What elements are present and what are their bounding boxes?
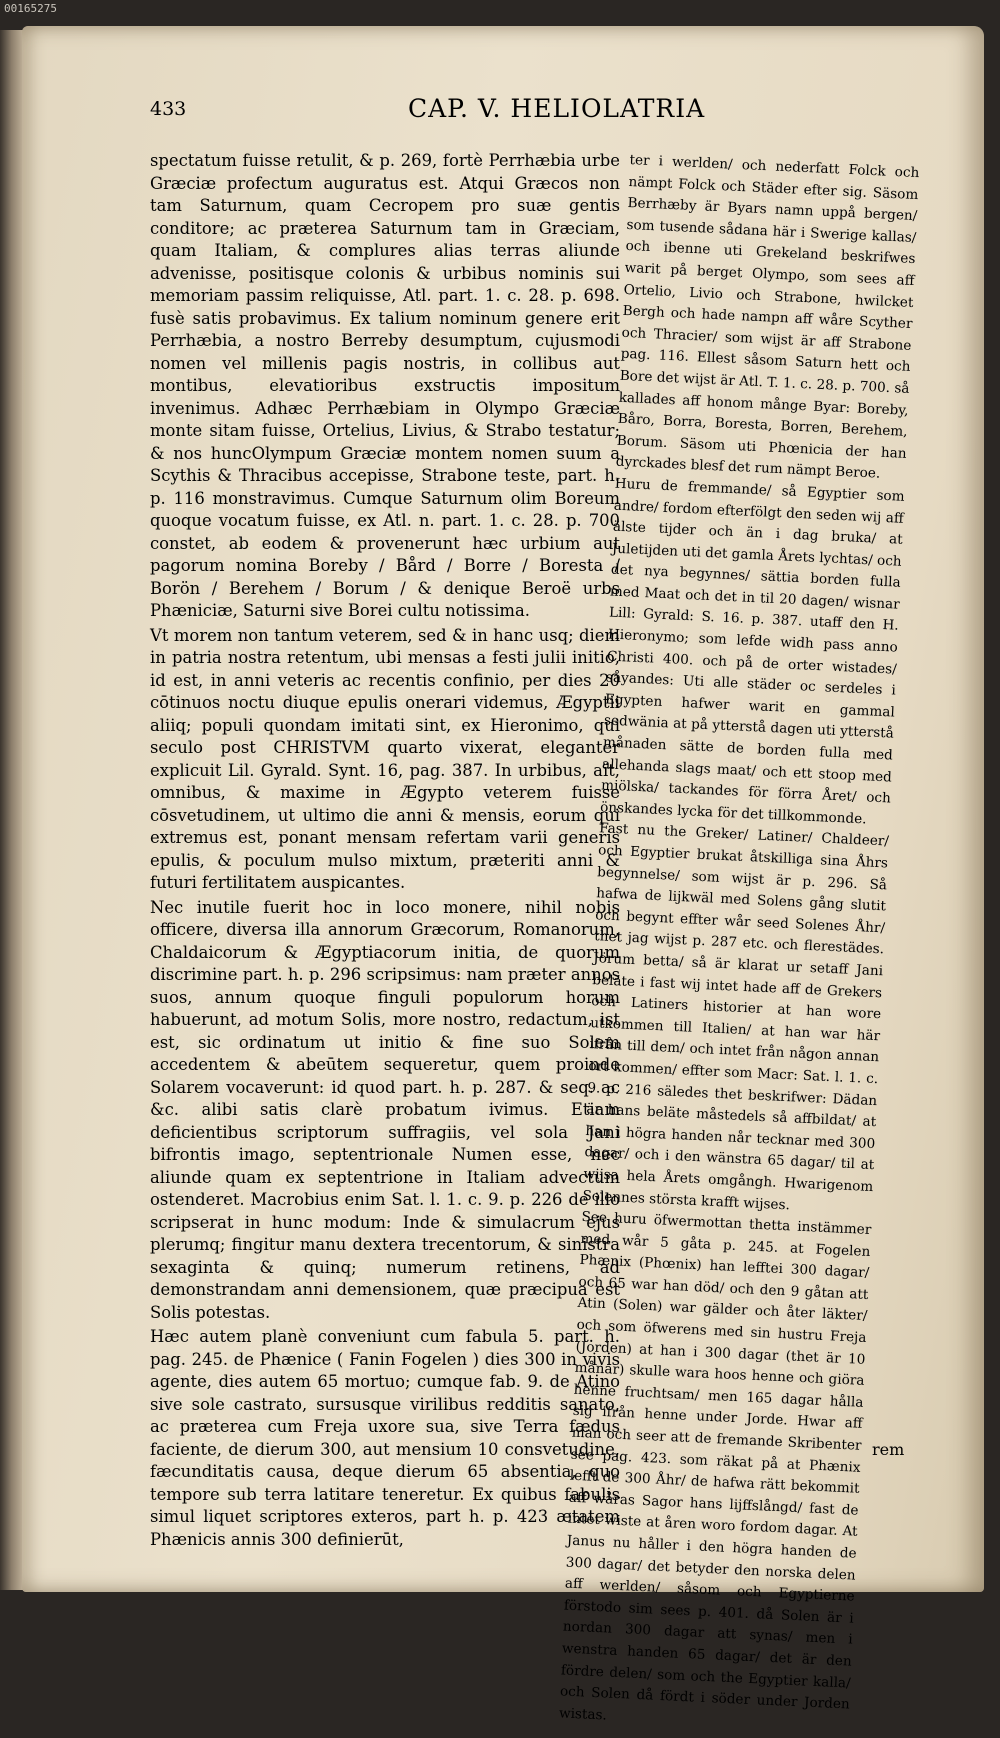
swedish-paragraph: Fast nu the Greker/ Latiner/ Chaldeer/ och Egyptier brukat åtskilliga sina Åhrs begynnelse/ som wijst är p. 296. Så hafwa de lijkwäl med Solens gång slutit och begynt effter wår seed Solenes Åhr/ thet jag wijst p. 287 etc. och flerestädes. Jörum betta/ så är klarat ur setaff Jani beläte i fast wij intet hade aff de Grekers och Latiners historier at han wore utkommen till Italien/ at han war här ifrån till dem/ och intet från någon annan ort kommen/ effter som Macr: Sat. l. 1. c. 9. p. 216 säledes thet beskrifwer: Dädan är hans beläte måstedels så affbildat/ at han i högra handen når tecknar med 300 dagar/ och i den wänstra 65 dagar/ til at wijsa hela Årets omgångh. Hwarigenom Solennes största krafft wijses. xyxy=(582,820,890,1213)
page-number: 433 xyxy=(150,98,187,120)
latin-paragraph: spectatum fuisse retulit, & p. 269, fortè Perrhæbia urbe Græciæ profectum auguratus est. Atqui Græcos non tam Saturnum, quam Cecropem pro suæ gentis conditore; ac præterea Saturnum tam in Græciam, quam Italiam, & complures alias terras aliunde advenisse, positisque colonis & urbibus nominis sui memoriam passim reliquisse, Atl. part. 1. c. 28. p. 698. fusè satis probavimus. Ex talium nominum genere erit Perrhæbia, a nostro Berreby desumptum, cujusmodi nomen vel millenis pagis nostris, in collibus aut montibus, elevatioribus exstructis impositum invenimus. Adhæc Perrhæbiam in Olympo Græciæ monte sitam fuisse, Ortelius, Livius, & Strabo testatur; & nos huncOlympum Græciæ montem nomen suum a Scythis & Thracibus accepisse, Strabone teste, part. h. p. 116 monstravimus. Cumque Saturnum olim Boreum quoque vocatum fuisse, ex Atl. n. part. 1. c. 28. p. 700 constet, ab eodem & provenerunt hæc urbium aut pagorum nomina Boreby / Bård / Borre / Boresta / Borön / Berehem / Borum / & denique Beroë urbs Phæniciæ, Saturni sive Borei cultu notissima. xyxy=(150,151,620,620)
latin-paragraph: Nec inutile fuerit hoc in loco monere, nihil nobis officere, diversa illa annorum Græcorum, Romanorum, Chaldaicorum & Ægyptiacorum initia, de quorum discrimine part. h. p. 296 scripsimus: nam præter annos suos, annum quoque finguli populorum horum habuerunt, ad motum Solis, more nostro, redactum, ist est, sic ordinatum ut initio & fine suo Solem accedentem & abeūtem sequeretur, quem proinde Solarem vocaverunt: id quod part. h. p. 287. & seq. ac &c. alibi satis clarè probatum ivimus. Etiam deficientibus scriptorum suffragiis, vel sola Jani bifrontis imago, septentrionale Numen esse, nec aliunde quam ex septentrione in Italiam advectum ostenderet. Macrobius enim Sat. l. 1. c. 9. p. 226 de illo scripserat in hunc modum: Inde & simulacrum ejus plerumq; fingitur manu dextera trecentorum, & sinistra sexaginta & quinq; numerum retinens, ad demonstrandam anni demensionem, quæ præcipua est Solis potestas. xyxy=(150,897,620,1322)
latin-text-column xyxy=(150,150,620,1551)
running-title: CAP. V. HELIOLATRIA xyxy=(408,94,706,123)
swedish-paragraph: Huru de fremmande/ så Egyptier som andre/ fordom efterfölgt den seden wij aff älste tijder och än i dag bruka/ at Juletijden uti det gamla Årets lychtas/ och det nya begynnes/ sättia borden fulla med Maat och det in til 20 dagen/ wisnar Lill: Gyrald: S. 16. p. 387. utaff den H. Hieronymo; som lefde widh pass anno Christi 400. och på de orter wistades/ såyandes: Uti alle städer oc serdeles i Egypten hafwer warit en gammal sedwänia at på ytterstå dagen uti ytterstå månaden sätte de borden fulla med allehanda slags maat/ och ett stoop med miölska/ tackandes för förra Året/ och önskandes lycka för det tillkommonde. xyxy=(599,475,905,828)
page-header xyxy=(150,94,910,124)
swedish-paragraph: See huru öfwermottan thetta instämmer med wår 5 gåta p. 245. at Fogelen Phænix (Phœnix) han lefftei 300 dagar/ och 65 war han död/ och den 9 gåtan att Atin (Solen) war gälder och åter läkter/ och som öfwerens med sin hustru Freja (Jorden) at han i 300 dagar (thet är 10 månar) skulle wara hoos henne och giöra henne fruchtsam/ men 165 dagar hålla sig ifrån henne under Jorde. Hwar aff man och seer att de fremande Skribenter see pag. 423. som räkat på at Phænix lefft de 300 Åhr/ de hafwa rätt bekommit aff wåras Sagor hans lijffslångd/ fast de intet wiste at åren woro fordom dagar. At Janus nu håller i den högra handen de 300 dagar/ det betyder den norska delen aff werlden/ såsom och Egyptierne förstodo sim sees p. 401. då Solen är i nordan 300 dagar att synas/ men i wenstra handen 65 dagar/ det är den fördre delen/ som och the Egyptier kalla/ och Solen då fördt i söder under Jorden wistas. xyxy=(558,1209,872,1724)
catchword: rem xyxy=(872,1440,905,1459)
latin-paragraph: Hæc autem planè conveniunt cum fabula 5. part. h. pag. 245. de Phænice ( Fanin Fogelen ) dies 300 in vivis agente, dies autem 65 mortuo; cumque fab. 9. de Atino sive sole castrato, sursusque virilibus redditis sanato, ac præterea cum Freja uxore sua, sive Terra fædus faciente, de dierum 300, aut mensium 10 consvetudine, fæcunditatis causa, deque dierum 65 absentia, quo tempore sub terra latitare teneretur. Ex quibus fabulis simul liquet scriptores exteros, part h. p. 423 ætatem Phænicis annis 300 definierūt, xyxy=(150,1327,620,1549)
latin-paragraph: Vt morem non tantum veterem, sed & in hanc usq; diem in patria nostra retentum, ubi mensas a festi julii initio, id est, in anni veteris ac recentis confinio, per dies 20 cōtinuos noctu diuque epulis onerari videmus, Ægyptii aliiq; populi quondam imitati sint, ex Hieronimo, qui seculo post CHRISTVM quarto vixerat, eleganter explicuit Lil. Gyrald. Synt. 16, pag. 387. In urbibus, aït, omnibus, & maxime in Ægypto veterem fuisse cōsvetudinem, ut ultimo die anni & mensis, eorum qui extremus est, ponant mensam refertam varii generis epulis, & poculum mulso mixtum, præteriti anni & futuri fertilitatem auspicantes. xyxy=(150,625,620,892)
archive-id-label: 00165275 xyxy=(4,2,57,15)
swedish-paragraph: ter i werlden/ och nederfatt Folck och nämpt Folck och Städer efter sig. Säsom Berrhæby är Byars namn uppå bergen/ som tusende sådana här i Swerige kallas/ och ibenne uti Grekeland beskrifwes warit på berget Olympo, som sees aff Ortelio, Livio och Strabone, hwilcket Bergh och hade nampn aff wåre Scyther och Thracier/ som wijst är aff Strabone pag. 116. Ellest såsom Saturn hett och Bore det wijst är Atl. T. 1. c. 28. p. 700. så kallades aff honom månge Byar: Boreby, Båro, Borra, Boresta, Borren, Berehem, Borum. Säsom uti Phœnicia der han dyrckades blesf det rum nämpt Beroe. xyxy=(615,151,920,482)
